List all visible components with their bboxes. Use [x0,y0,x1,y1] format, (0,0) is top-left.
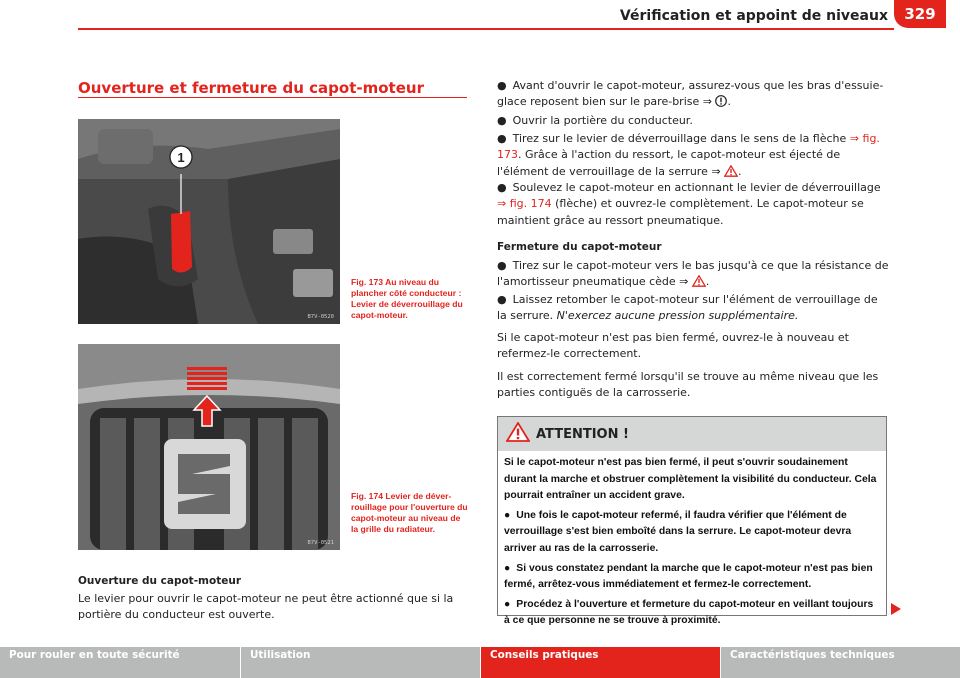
figure-callout-1: 1 [177,150,185,165]
warning-title: ATTENTION ! [536,426,629,442]
next-page-arrow-icon[interactable] [889,601,903,620]
figure-174-link[interactable]: ⇒ fig. 174 [497,197,552,211]
subheading-opening: Ouverture du capot-moteur [78,575,242,587]
figure-174-image [78,344,340,550]
warning-item: ● Procédez à l'ouverture et fermeture du capot-moteur en veillant toujours à ce que personne ne se trouve à proximité. [504,598,874,627]
footer-tab-operation[interactable]: Utilisation [240,647,480,678]
section-title: Ouverture et fermeture du capot-moteur [78,79,424,97]
warning-box [497,416,887,627]
warning-intro: Si le capot-moteur n'est pas bien fermé, il peut s'ouvrir soudainement durant la marche et obstruer complètement la visibilité du conducteur. Cela pourrait entraîner un accident grave. [504,457,877,502]
list-item: ● Laissez retomber le capot-moteur sur l'élément de verrouillage de la serrure. N'exercez aucune pression supplémentaire. [497,293,878,323]
subheading-closing: Fermeture du capot-moteur [497,241,662,253]
warning-item: ● Si vous constatez pendant la marche que le capot-moteur n'est pas bien fermé, arrêtez-vous immédiatement et fermez-le correctement. [504,562,873,591]
opening-paragraph: Le levier pour ouvrir le capot-moteur ne peut être actionné que si la portière du conducteur est ouverte. [78,592,454,622]
notice-icon [715,95,727,112]
list-item: ● Avant d'ouvrir le capot-moteur, assurez-vous que les bras d'essuie-glace reposent bien sur le pare-brise ⇒ . [497,78,889,113]
figure-174-caption: Fig. 174 Levier de déver-rouillage pour l'ouverture du capot-moteur au niveau de la grille du radiateur. [351,491,468,534]
header-rule [78,28,894,30]
page-header-title: Vérification et appoint de niveaux [619,8,888,24]
section-rule [78,97,467,98]
footer-nav [0,647,960,678]
footer-tab-tips[interactable]: Conseils pratiques [480,647,720,678]
footer-tab-technical[interactable]: Caractéristiques techniques [720,647,960,678]
figure-id-code: B7V-0521 [307,540,334,546]
warning-item: ● Une fois le capot-moteur refermé, il faudra vérifier que l'élément de verrouillage s'est bien emboîté dans la serrure. Le capot-moteur devra arriver au ras de la carrosserie. [504,509,852,554]
paragraph-flush: Il est correctement fermé lorsqu'il se trouve au même niveau que les parties contiguës de la carrosserie. [497,370,879,400]
figure-id-code: B7V-0520 [307,314,334,320]
figure-173-link[interactable]: ⇒ fig. 173 [497,132,880,162]
list-item: ● Ouvrir la portière du conducteur. [497,114,693,127]
list-item: ● Tirez sur le capot-moteur vers le bas jusqu'à ce que la résistance de l'amortisseur pneumatique cède ⇒ . [497,258,889,293]
warning-triangle-icon [506,422,530,446]
figure-173-caption: Fig. 173 Au niveau du plancher côté conducteur : Levier de déverrouillage du capot-moteur. [351,277,463,320]
warning-triangle-icon [692,275,706,292]
footer-tab-safety[interactable]: Pour rouler en toute sécurité [0,647,240,678]
page-number: 329 [894,0,946,28]
list-item: ● Tirez sur le levier de déverrouillage dans le sens de la flèche ⇒ fig. 173. Grâce à l'action du ressort, le capot-moteur est éjecté de l'élément de verrouillage de la serrure ⇒ . [497,131,889,182]
paragraph-reopen: Si le capot-moteur n'est pas bien fermé, ouvrez-le à nouveau et refermez-le correctement. [497,331,849,361]
figure-173-image [78,119,340,324]
warning-header [498,417,886,451]
list-item: ● Soulevez le capot-moteur en actionnant le levier de déverrouillage ⇒ fig. 174 (flèche) et ouvrez-le complètement. Le capot-moteur se maintient grâce au ressort pneumatique. [497,181,881,227]
